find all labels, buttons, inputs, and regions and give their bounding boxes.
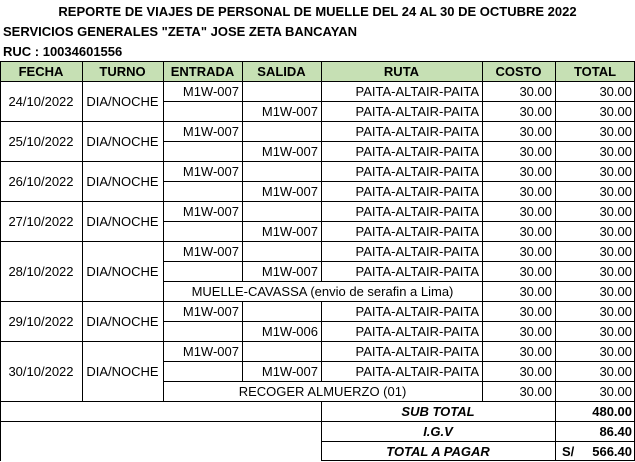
column-header-turno: TURNO bbox=[82, 61, 163, 81]
column-header-total: TOTAL bbox=[555, 61, 635, 81]
igv-label: I.G.V bbox=[423, 423, 453, 439]
exit-plate bbox=[242, 81, 321, 101]
cost-cell: 30.00 bbox=[519, 203, 552, 219]
shift-cell: DIA/NOCHE bbox=[86, 93, 159, 109]
route-cell: PAITA-ALTAIR-PAITA bbox=[355, 103, 479, 119]
entry-plate: M1W-007 bbox=[182, 163, 239, 179]
currency-symbol: S/ bbox=[562, 443, 575, 459]
entry-plate bbox=[163, 361, 242, 381]
route-cell: PAITA-ALTAIR-PAITA bbox=[355, 223, 479, 239]
cost-cell: 30.00 bbox=[519, 143, 552, 159]
total-to-pay-value: 566.40 bbox=[592, 443, 632, 459]
route-cell: PAITA-ALTAIR-PAITA bbox=[355, 183, 479, 199]
entry-plate: M1W-007 bbox=[182, 123, 239, 139]
exit-plate bbox=[242, 121, 321, 141]
date-cell: 24/10/2022 bbox=[8, 93, 74, 109]
date-cell: 25/10/2022 bbox=[8, 133, 74, 149]
cost-cell: 30.00 bbox=[519, 83, 552, 99]
company-name: SERVICIOS GENERALES "ZETA" JOSE ZETA BANCAYAN bbox=[3, 24, 358, 39]
cost-cell: 30.00 bbox=[519, 183, 552, 199]
cost-cell: 30.00 bbox=[519, 343, 552, 359]
total-to-pay-label: TOTAL A PAGAR bbox=[386, 443, 490, 459]
cost-cell: 30.00 bbox=[519, 383, 552, 399]
entry-plate bbox=[163, 221, 242, 241]
column-header-costo: COSTO bbox=[482, 61, 555, 81]
entry-plate bbox=[163, 261, 242, 281]
exit-plate bbox=[242, 161, 321, 181]
cost-cell: 30.00 bbox=[519, 303, 552, 319]
route-cell: PAITA-ALTAIR-PAITA bbox=[355, 323, 479, 339]
exit-plate: M1W-007 bbox=[261, 263, 318, 279]
total-cell: 30.00 bbox=[599, 203, 632, 219]
total-cell: 30.00 bbox=[599, 103, 632, 119]
merged-description: RECOGER ALMUERZO (01) bbox=[238, 383, 407, 399]
entry-plate bbox=[163, 181, 242, 201]
column-header-ruta: RUTA bbox=[321, 61, 482, 81]
exit-plate: M1W-007 bbox=[261, 363, 318, 379]
cost-cell: 30.00 bbox=[519, 103, 552, 119]
entry-plate: M1W-007 bbox=[182, 303, 239, 319]
shift-cell: DIA/NOCHE bbox=[86, 173, 159, 189]
cost-cell: 30.00 bbox=[519, 263, 552, 279]
date-cell: 28/10/2022 bbox=[8, 263, 74, 279]
total-cell: 30.00 bbox=[599, 83, 632, 99]
shift-cell: DIA/NOCHE bbox=[86, 213, 159, 229]
subtotal-label: SUB TOTAL bbox=[401, 403, 475, 419]
route-cell: PAITA-ALTAIR-PAITA bbox=[355, 143, 479, 159]
entry-plate: M1W-007 bbox=[182, 203, 239, 219]
route-cell: PAITA-ALTAIR-PAITA bbox=[355, 123, 479, 139]
cost-cell: 30.00 bbox=[519, 223, 552, 239]
cost-cell: 30.00 bbox=[519, 283, 552, 299]
exit-plate bbox=[242, 341, 321, 361]
route-cell: PAITA-ALTAIR-PAITA bbox=[355, 303, 479, 319]
total-cell: 30.00 bbox=[599, 143, 632, 159]
cost-cell: 30.00 bbox=[519, 123, 552, 139]
cost-cell: 30.00 bbox=[519, 243, 552, 259]
entry-plate: M1W-007 bbox=[182, 243, 239, 259]
entry-plate: M1W-007 bbox=[182, 343, 239, 359]
total-cell: 30.00 bbox=[599, 363, 632, 379]
total-cell: 30.00 bbox=[599, 263, 632, 279]
total-cell: 30.00 bbox=[599, 163, 632, 179]
date-cell: 29/10/2022 bbox=[8, 313, 74, 329]
shift-cell: DIA/NOCHE bbox=[86, 363, 159, 379]
total-cell: 30.00 bbox=[599, 243, 632, 259]
total-cell: 30.00 bbox=[599, 123, 632, 139]
exit-plate: M1W-007 bbox=[261, 183, 318, 199]
route-cell: PAITA-ALTAIR-PAITA bbox=[355, 163, 479, 179]
exit-plate bbox=[242, 241, 321, 261]
exit-plate: M1W-006 bbox=[261, 323, 318, 339]
cost-cell: 30.00 bbox=[519, 163, 552, 179]
date-cell: 27/10/2022 bbox=[8, 213, 74, 229]
total-cell: 30.00 bbox=[599, 303, 632, 319]
entry-plate bbox=[163, 141, 242, 161]
merged-description: MUELLE-CAVASSA (envio de serafin a Lima) bbox=[191, 283, 454, 299]
route-cell: PAITA-ALTAIR-PAITA bbox=[355, 203, 479, 219]
exit-plate bbox=[242, 301, 321, 321]
route-cell: PAITA-ALTAIR-PAITA bbox=[355, 83, 479, 99]
exit-plate: M1W-007 bbox=[261, 143, 318, 159]
route-cell: PAITA-ALTAIR-PAITA bbox=[355, 343, 479, 359]
entry-plate bbox=[163, 321, 242, 341]
subtotal-value: 480.00 bbox=[592, 403, 632, 419]
date-cell: 26/10/2022 bbox=[8, 173, 74, 189]
date-cell: 30/10/2022 bbox=[8, 363, 74, 379]
shift-cell: DIA/NOCHE bbox=[86, 313, 159, 329]
report-title: REPORTE DE VIAJES DE PERSONAL DE MUELLE DEL 24 AL 30 DE OCTUBRE 2022 bbox=[58, 3, 577, 19]
route-cell: PAITA-ALTAIR-PAITA bbox=[355, 243, 479, 259]
shift-cell: DIA/NOCHE bbox=[86, 133, 159, 149]
total-cell: 30.00 bbox=[599, 183, 632, 199]
total-cell: 30.00 bbox=[599, 343, 632, 359]
column-header-salida: SALIDA bbox=[242, 61, 321, 81]
exit-plate: M1W-007 bbox=[261, 223, 318, 239]
shift-cell: DIA/NOCHE bbox=[86, 263, 159, 279]
exit-plate: M1W-007 bbox=[261, 103, 318, 119]
column-header-fecha: FECHA bbox=[0, 61, 82, 81]
total-cell: 30.00 bbox=[599, 223, 632, 239]
cost-cell: 30.00 bbox=[519, 363, 552, 379]
ruc-number: RUC : 10034601556 bbox=[3, 44, 123, 59]
column-header-entrada: ENTRADA bbox=[163, 61, 242, 81]
entry-plate bbox=[163, 101, 242, 121]
total-cell: 30.00 bbox=[599, 323, 632, 339]
exit-plate bbox=[242, 201, 321, 221]
total-cell: 30.00 bbox=[599, 283, 632, 299]
route-cell: PAITA-ALTAIR-PAITA bbox=[355, 263, 479, 279]
entry-plate: M1W-007 bbox=[182, 83, 239, 99]
total-cell: 30.00 bbox=[599, 383, 632, 399]
route-cell: PAITA-ALTAIR-PAITA bbox=[355, 363, 479, 379]
cost-cell: 30.00 bbox=[519, 323, 552, 339]
igv-value: 86.40 bbox=[599, 423, 632, 439]
